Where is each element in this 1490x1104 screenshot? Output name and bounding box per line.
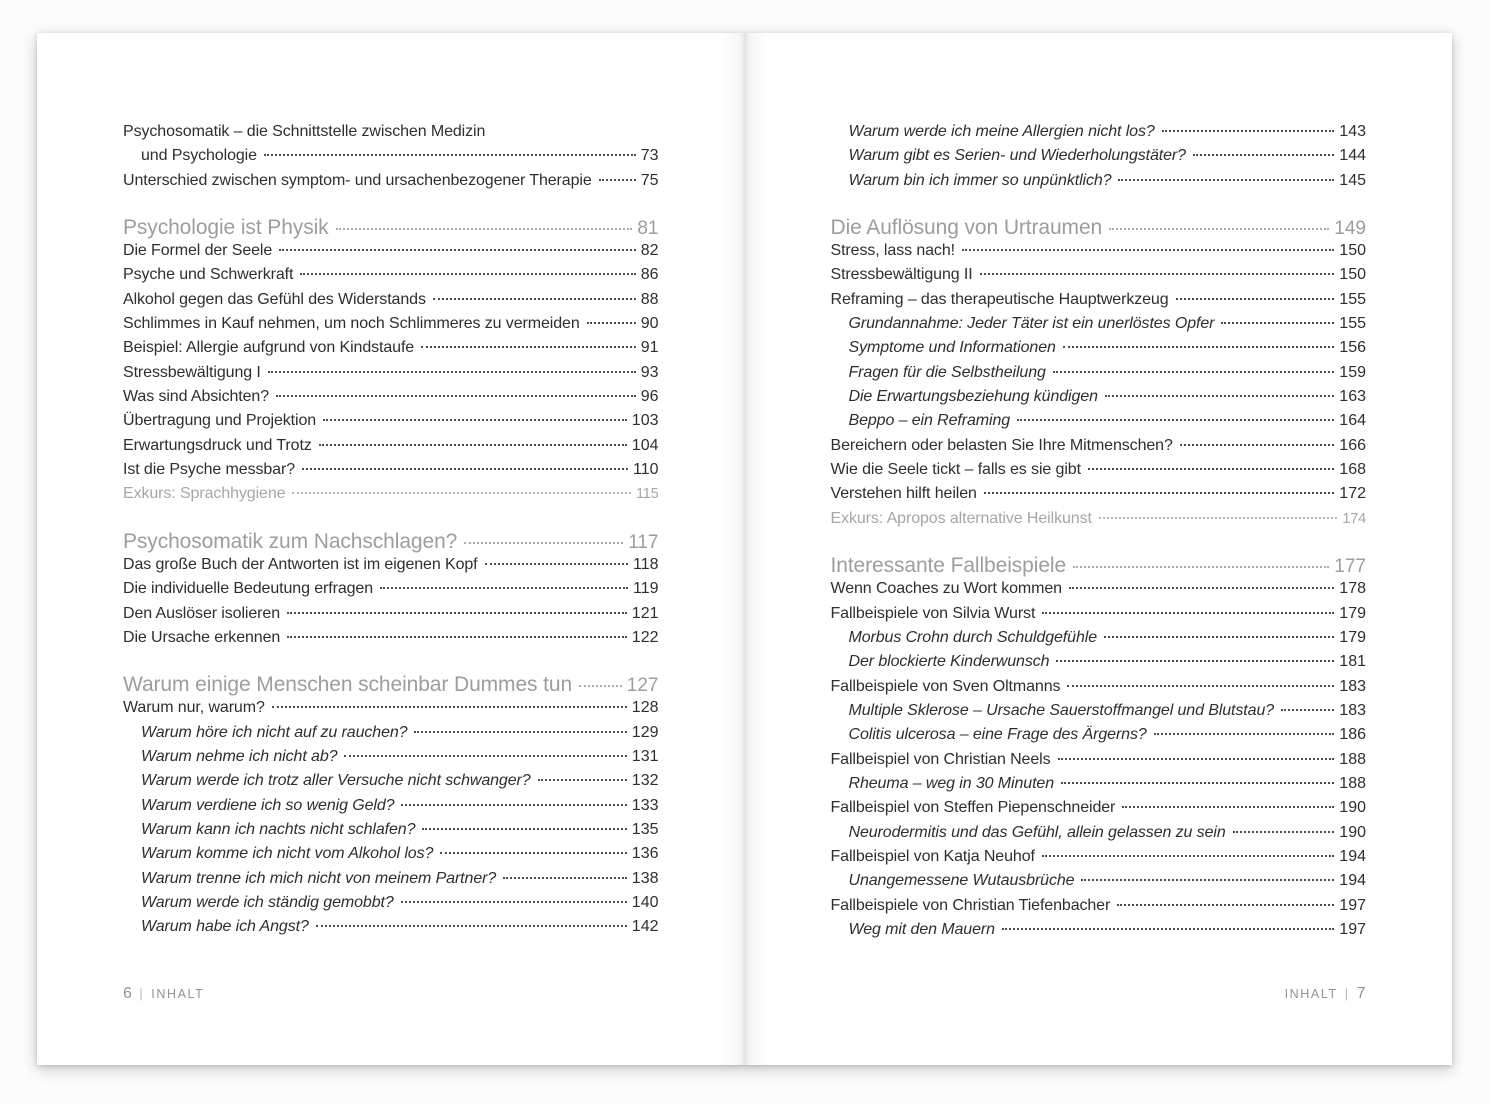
dot-leader <box>380 587 628 589</box>
toc-entry-label: Fallbeispiel von Christian Neels <box>830 750 1051 768</box>
toc-entry-label: und Psychologie <box>141 147 257 165</box>
dot-leader <box>464 542 623 544</box>
toc-entry-page: 155 <box>1339 290 1366 308</box>
dot-leader <box>1073 566 1329 568</box>
toc-entry-page: 117 <box>628 531 659 553</box>
toc-entry-label: Warum gibt es Serien- und Wiederholungstäter? <box>848 147 1186 165</box>
toc-entry-page: 90 <box>640 315 659 333</box>
toc-entry-label: Den Auslöser isolieren <box>123 604 280 622</box>
dot-leader <box>422 828 626 830</box>
toc-entry <box>831 461 1367 485</box>
toc-entry-label: Fallbeispiel von Katja Neuhof <box>830 847 1035 865</box>
toc-entry-page: 183 <box>1339 701 1366 719</box>
toc-entry-label: Psychosomatik zum Nachschlagen? <box>123 529 458 553</box>
toc-entry <box>123 364 659 388</box>
toc-entry-page: 155 <box>1339 315 1366 333</box>
toc-entry-page: 93 <box>640 363 659 381</box>
dot-leader <box>279 249 636 251</box>
toc-entry-page: 181 <box>1339 653 1366 671</box>
toc-entry <box>831 921 1367 945</box>
toc-entry-page: 190 <box>1339 823 1366 841</box>
toc-entry-page: 127 <box>626 675 659 697</box>
toc-entry-label: Die individuelle Bedeutung erfragen <box>123 580 374 598</box>
toc-entry-label: Warum werde ich trotz aller Versuche nicht schwanger? <box>141 772 531 790</box>
toc-entry-page: 143 <box>1339 123 1366 140</box>
dot-leader <box>1154 733 1335 735</box>
dot-leader <box>1117 904 1334 906</box>
toc-entry-page: 110 <box>632 461 659 479</box>
dot-leader <box>414 731 626 733</box>
toc-entry-label: Interessante Fallbeispiele <box>830 554 1067 578</box>
dot-leader <box>1118 179 1334 181</box>
dot-leader <box>1105 395 1334 397</box>
dot-leader <box>344 755 626 757</box>
page-footer-right <box>831 985 1367 1003</box>
dot-leader <box>1081 879 1334 881</box>
dot-leader <box>1281 709 1334 711</box>
toc-entry <box>831 824 1367 848</box>
toc-entry-label: Warum werde ich meine Allergien nicht los? <box>848 123 1155 140</box>
toc-entry <box>831 629 1367 653</box>
toc-entry-label: Rheuma – weg in 30 Minuten <box>848 774 1055 792</box>
toc-entry-label: Warum kann ich nachts nicht schlafen? <box>141 820 416 838</box>
toc-entry-page: 122 <box>631 628 659 646</box>
toc-entry-page: 186 <box>1339 726 1366 744</box>
toc-entry-page: 140 <box>631 893 659 911</box>
dot-leader <box>1233 831 1335 833</box>
dot-leader <box>579 685 622 687</box>
toc-entry-label: Die Ursache erkennen <box>123 628 281 646</box>
toc-entry-page: 188 <box>1339 774 1366 792</box>
toc-entry <box>123 266 659 290</box>
toc-entry <box>831 339 1367 363</box>
toc-entry <box>123 894 659 918</box>
footer-divider: | <box>139 987 145 1001</box>
toc-entry <box>123 918 659 942</box>
toc-entry-label: Beispiel: Allergie aufgrund von Kindstaufe <box>123 339 415 357</box>
toc-entry-label: Fragen für die Selbstheilung <box>848 363 1046 381</box>
toc-entry-label: Warum werde ich ständig gemobbt? <box>141 893 394 911</box>
toc-entry <box>123 461 659 485</box>
toc-entry-page: 138 <box>631 869 659 887</box>
toc-entry <box>831 123 1367 147</box>
toc-entry <box>123 172 659 196</box>
toc-entry-label: Fallbeispiel von Steffen Piepenschneider <box>830 799 1116 817</box>
dot-leader <box>336 228 633 230</box>
toc-entry <box>123 748 659 772</box>
toc-entry-page: 82 <box>640 242 659 260</box>
toc-entry-label: Colitis ulcerosa – eine Frage des Ärgerns? <box>848 726 1147 744</box>
toc-entry-page: 75 <box>640 171 659 189</box>
toc-entry <box>831 364 1367 388</box>
footer-page-number: 6 <box>123 985 133 1002</box>
dot-leader <box>599 179 636 181</box>
dot-leader <box>1069 587 1334 589</box>
toc-entry <box>123 797 659 821</box>
toc-entry-label: Wenn Coaches zu Wort kommen <box>830 580 1062 598</box>
toc-entry <box>123 291 659 315</box>
dot-leader <box>287 612 627 614</box>
toc-entry-label: Warum einige Menschen scheinbar Dummes tun <box>123 673 573 697</box>
toc-entry-page: 150 <box>1339 242 1366 260</box>
toc-entry-label: Psyche und Schwerkraft <box>123 266 294 284</box>
page-left <box>37 33 745 1065</box>
toc-entry <box>123 821 659 845</box>
toc-entry-label: Fallbeispiele von Silvia Wurst <box>830 604 1036 622</box>
toc-entry-label: Psychosomatik – die Schnittstelle zwischen Medizin <box>123 123 486 140</box>
dot-leader <box>319 444 627 446</box>
dot-leader <box>538 779 627 781</box>
toc-entry <box>123 870 659 894</box>
toc-list <box>123 123 659 943</box>
toc-entry-page: 177 <box>1334 556 1366 578</box>
dot-leader <box>587 322 636 324</box>
toc-entry-label: Fallbeispiele von Sven Oltmanns <box>830 677 1061 695</box>
toc-entry-page: 179 <box>1339 604 1366 622</box>
toc-entry <box>123 412 659 436</box>
toc-entry-label: Beppo – ein Reframing <box>848 412 1011 430</box>
toc-entry <box>123 123 659 147</box>
dot-leader <box>1042 612 1334 614</box>
toc-entry-page: 135 <box>631 820 659 838</box>
toc-entry-label: Warum trenne ich mich nicht von meinem Partner? <box>141 869 497 887</box>
dot-leader <box>1053 371 1334 373</box>
dot-leader <box>1058 758 1335 760</box>
toc-entry-label: Schlimmes in Kauf nehmen, um noch Schlimmeres zu vermeiden <box>123 315 580 333</box>
toc-entry <box>123 580 659 604</box>
dot-leader <box>264 154 636 156</box>
toc-entry <box>831 172 1367 196</box>
footer-label: INHALT <box>151 987 205 1001</box>
dot-leader <box>323 419 627 421</box>
dot-leader <box>984 492 1334 494</box>
toc-entry <box>831 775 1367 799</box>
toc-entry-label: Ist die Psyche messbar? <box>123 461 295 479</box>
toc-entry-label: Symptome und Informationen <box>848 339 1056 357</box>
toc-entry-page: 86 <box>640 266 659 284</box>
toc-entry <box>123 530 659 556</box>
toc-entry-label: Das große Buch der Antworten ist im eigenen Kopf <box>123 555 478 573</box>
toc-entry-page: 129 <box>631 723 659 741</box>
toc-entry-label: Psychologie ist Physik <box>123 216 329 240</box>
toc-entry <box>123 724 659 748</box>
page-right <box>745 33 1453 1065</box>
toc-entry-page: 190 <box>1339 799 1366 817</box>
toc-entry <box>123 437 659 461</box>
toc-entry <box>831 554 1367 580</box>
dot-leader <box>316 925 627 927</box>
toc-entry <box>831 605 1367 629</box>
toc-entry-label: Unangemessene Wutausbrüche <box>848 872 1075 890</box>
dot-leader <box>268 371 636 373</box>
toc-entry-page: 178 <box>1339 580 1366 598</box>
toc-entry-page: 81 <box>637 218 659 240</box>
dot-leader <box>1063 346 1335 348</box>
dot-leader <box>1017 419 1334 421</box>
toc-entry-page: 132 <box>631 772 659 790</box>
dot-leader <box>300 273 635 275</box>
toc-entry-page: 172 <box>1339 485 1366 503</box>
dot-leader <box>421 346 636 348</box>
dot-leader <box>401 901 627 903</box>
page-footer-left <box>123 985 659 1003</box>
toc-entry <box>831 485 1367 509</box>
toc-entry-page: 144 <box>1339 147 1366 165</box>
toc-entry <box>123 388 659 412</box>
toc-entry <box>831 678 1367 702</box>
toc-entry-label: Stressbewältigung I <box>123 363 261 381</box>
toc-entry-page: 194 <box>1339 847 1366 865</box>
toc-entry <box>123 605 659 629</box>
toc-entry-page: 131 <box>631 747 659 765</box>
toc-entry <box>831 266 1367 290</box>
toc-entry-page: 194 <box>1339 872 1366 890</box>
toc-entry-page: 197 <box>1339 896 1366 914</box>
toc-entry <box>123 699 659 723</box>
toc-entry-label: Weg mit den Mauern <box>848 920 995 938</box>
toc-entry <box>831 147 1367 171</box>
toc-entry <box>831 388 1367 412</box>
dot-leader <box>276 395 636 397</box>
toc-entry-label: Warum komme ich nicht vom Alkohol los? <box>141 845 434 863</box>
toc-entry-page: 73 <box>640 147 659 165</box>
dot-leader <box>485 563 628 565</box>
toc-entry-page: 163 <box>1339 388 1366 406</box>
toc-list <box>831 123 1367 945</box>
toc-entry-label: Der blockierte Kinderwunsch <box>848 653 1050 671</box>
toc-entry <box>123 845 659 869</box>
toc-entry-label: Warum nehme ich nicht ab? <box>141 747 338 765</box>
dot-leader <box>401 804 626 806</box>
dot-leader <box>1042 855 1334 857</box>
toc-entry-label: Was sind Absichten? <box>123 388 270 406</box>
dot-leader <box>1067 685 1334 687</box>
toc-entry-label: Warum verdiene ich so wenig Geld? <box>141 796 395 814</box>
toc-entry <box>831 751 1367 775</box>
toc-entry-page: 104 <box>631 436 659 454</box>
toc-entry <box>123 556 659 580</box>
dot-leader <box>287 636 627 638</box>
dot-leader <box>1056 660 1334 662</box>
dot-leader <box>1104 636 1334 638</box>
book-spread <box>37 33 1452 1065</box>
toc-entry <box>123 216 659 242</box>
toc-entry-page: 96 <box>640 388 659 406</box>
toc-entry-label: Warum nur, warum? <box>123 699 265 717</box>
toc-entry-label: Grundannahme: Jeder Täter ist ein unerlöstes Opfer <box>848 315 1215 333</box>
toc-entry-page: 197 <box>1339 920 1366 938</box>
toc-entry-page: 142 <box>631 918 659 936</box>
toc-entry-page: 159 <box>1339 363 1366 381</box>
toc-entry-label: Wie die Seele tickt – falls es sie gibt <box>830 461 1081 479</box>
dot-leader <box>1088 468 1334 470</box>
toc-entry <box>123 339 659 363</box>
toc-entry <box>831 315 1367 339</box>
toc-entry-page: 103 <box>631 412 659 430</box>
toc-entry-page: 179 <box>1339 628 1366 646</box>
toc-entry-label: Multiple Sklerose – Ursache Sauerstoffmangel und Blutstau? <box>848 701 1275 719</box>
dot-leader <box>1122 806 1334 808</box>
toc-entry-label: Übertragung und Projektion <box>123 412 317 430</box>
toc-entry <box>123 242 659 266</box>
toc-entry-label: Die Erwartungsbeziehung kündigen <box>848 388 1098 406</box>
toc-entry-label: Exkurs: Sprachhygiene <box>123 485 286 503</box>
toc-entry <box>123 485 659 509</box>
dot-leader <box>292 492 631 494</box>
footer-divider: | <box>1344 987 1350 1001</box>
toc-entry-label: Erwartungsdruck und Trotz <box>123 436 312 454</box>
toc-entry-page: 118 <box>632 555 659 573</box>
dot-leader <box>302 468 628 470</box>
toc-entry-label: Warum höre ich nicht auf zu rauchen? <box>141 723 408 741</box>
toc-entry-label: Fallbeispiele von Christian Tiefenbacher <box>830 896 1111 914</box>
toc-entry-label: Neurodermitis und das Gefühl, allein gelassen zu sein <box>848 823 1226 841</box>
toc-entry <box>831 799 1367 823</box>
toc-entry-label: Die Formel der Seele <box>123 242 273 260</box>
dot-leader <box>433 298 636 300</box>
toc-entry <box>123 147 659 171</box>
toc-entry <box>123 772 659 796</box>
toc-entry-label: Unterschied zwischen symptom- und ursachenbezogener Therapie <box>123 171 592 189</box>
toc-entry <box>831 726 1367 750</box>
dot-leader <box>1221 322 1334 324</box>
dot-leader <box>1176 298 1335 300</box>
toc-entry <box>831 580 1367 604</box>
toc-entry-label: Die Auflösung von Urtraumen <box>830 216 1103 240</box>
dot-leader <box>962 249 1334 251</box>
footer-page-number: 7 <box>1356 985 1366 1002</box>
toc-entry <box>831 848 1367 872</box>
toc-entry <box>831 216 1367 242</box>
toc-entry-label: Morbus Crohn durch Schuldgefühle <box>848 628 1098 646</box>
toc-entry-label: Warum bin ich immer so unpünktlich? <box>848 171 1112 189</box>
toc-entry-page: 150 <box>1339 266 1366 284</box>
footer-label: INHALT <box>1284 987 1338 1001</box>
toc-entry-page: 121 <box>631 604 659 622</box>
dot-leader <box>1002 928 1334 930</box>
toc-entry-page: 136 <box>631 845 659 863</box>
dot-leader <box>440 852 626 854</box>
dot-leader <box>1061 782 1334 784</box>
toc-entry-page: 128 <box>631 699 659 717</box>
toc-entry-label: Warum habe ich Angst? <box>141 918 309 936</box>
toc-entry-page: 166 <box>1339 436 1366 454</box>
toc-entry <box>831 510 1367 534</box>
toc-entry-page: 156 <box>1339 339 1366 357</box>
toc-entry <box>831 702 1367 726</box>
toc-entry-label: Reframing – das therapeutische Hauptwerkzeug <box>830 290 1169 308</box>
toc-entry-page: 168 <box>1339 461 1366 479</box>
toc-entry-page: 133 <box>631 796 659 814</box>
dot-leader <box>1162 130 1335 132</box>
dot-leader <box>980 273 1335 275</box>
toc-entry <box>123 673 659 699</box>
toc-entry <box>831 653 1367 677</box>
toc-entry-page: 115 <box>635 486 659 503</box>
dot-leader <box>1193 154 1334 156</box>
toc-entry <box>831 291 1367 315</box>
dot-leader <box>1180 444 1335 446</box>
toc-entry-page: 183 <box>1339 677 1366 695</box>
toc-entry-label: Verstehen hilft heilen <box>830 485 977 503</box>
toc-entry-page: 91 <box>640 339 659 357</box>
toc-entry-page: 149 <box>1334 218 1366 240</box>
dot-leader <box>503 877 627 879</box>
toc-entry-label: Bereichern oder belasten Sie Ihre Mitmenschen? <box>830 436 1173 454</box>
toc-entry <box>123 315 659 339</box>
toc-entry <box>831 897 1367 921</box>
toc-entry-label: Alkohol gegen das Gefühl des Widerstands <box>123 290 426 308</box>
toc-entry-page: 88 <box>640 290 659 308</box>
toc-entry-label: Stress, lass nach! <box>830 242 955 260</box>
toc-entry-page: 119 <box>632 580 659 598</box>
toc-entry <box>831 412 1367 436</box>
toc-entry-page: 145 <box>1339 171 1366 189</box>
toc-entry-label: Exkurs: Apropos alternative Heilkunst <box>830 509 1092 527</box>
toc-entry <box>831 872 1367 896</box>
toc-entry-page: 164 <box>1339 412 1366 430</box>
dot-leader <box>272 706 627 708</box>
dot-leader <box>1109 228 1329 230</box>
dot-leader <box>1099 517 1338 519</box>
toc-entry-page: 188 <box>1339 750 1366 768</box>
toc-entry-label: Stressbewältigung II <box>830 266 973 284</box>
toc-entry <box>831 242 1367 266</box>
toc-entry <box>831 437 1367 461</box>
toc-entry <box>123 629 659 653</box>
toc-entry-page: 174 <box>1342 510 1366 527</box>
